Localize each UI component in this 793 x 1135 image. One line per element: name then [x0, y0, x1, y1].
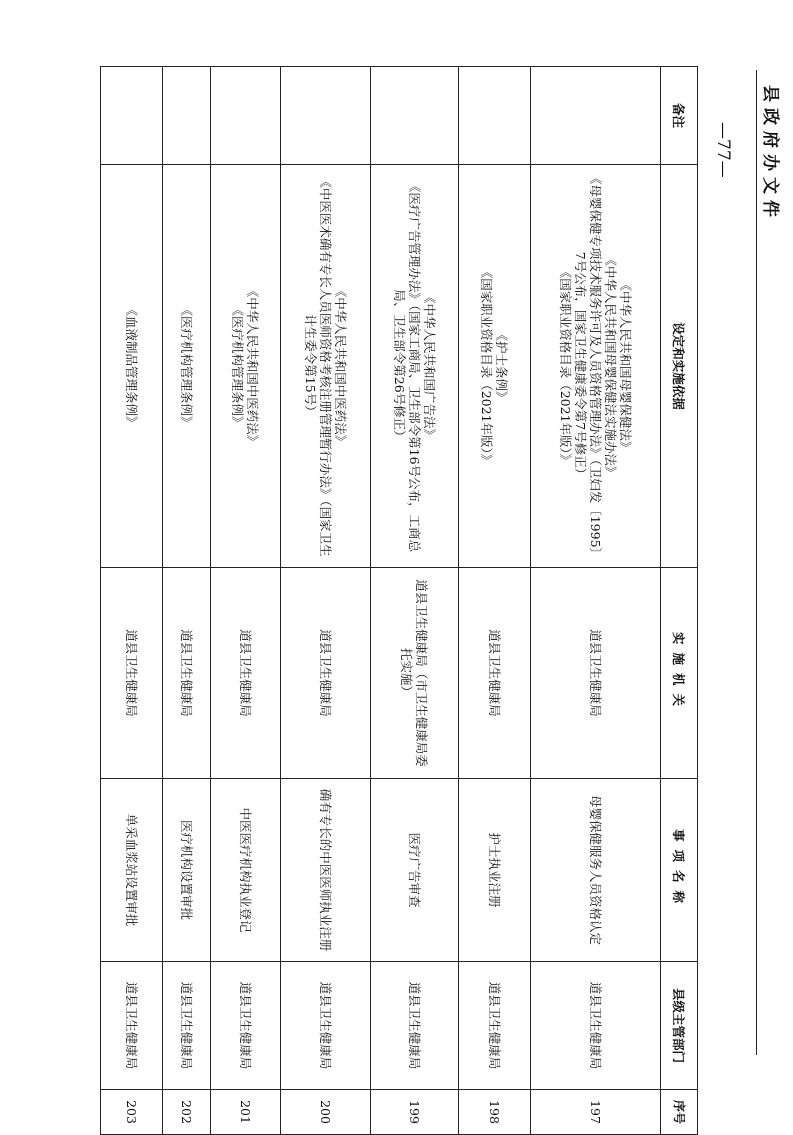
basis-line: 《中华人民共和国母婴保健法》	[618, 278, 633, 454]
basis-cell	[281, 165, 371, 568]
table-row	[101, 67, 163, 1135]
seq-cell: 201	[211, 1090, 281, 1135]
note-cell	[163, 67, 211, 165]
table-row	[531, 67, 661, 1135]
basis-cell	[531, 165, 661, 568]
dept-cell: 道县卫生健康局	[531, 962, 661, 1090]
seq-cell: 200	[281, 1090, 371, 1135]
header-org: 实施机关	[661, 568, 698, 779]
dept-cell: 道县卫生健康局	[371, 962, 459, 1090]
basis-cell	[163, 165, 211, 568]
table-row	[163, 67, 211, 1135]
note-cell	[281, 67, 371, 165]
item-cell: 中医医疗机构执业登记	[211, 779, 281, 962]
basis-cell	[459, 165, 531, 568]
table-row	[459, 67, 531, 1135]
dept-cell: 道县卫生健康局	[281, 962, 371, 1090]
basis-line: 《医疗机构管理条例》	[230, 303, 246, 429]
org-cell: 道县卫生健康局	[281, 568, 371, 779]
note-cell	[211, 67, 281, 165]
basis-cell	[371, 165, 459, 568]
header-seq: 序号	[661, 1090, 698, 1135]
seq-cell: 203	[101, 1090, 163, 1135]
seq-cell: 202	[163, 1090, 211, 1135]
basis-line: 《国家职业资格目录（2021年版）》	[558, 265, 573, 467]
dept-cell: 道县卫生健康局	[211, 962, 281, 1090]
org-cell: 道县卫生健康局	[101, 568, 163, 779]
item-cell: 医疗机构设置审批	[163, 779, 211, 962]
seq-cell: 197	[531, 1090, 661, 1135]
org-cell: 道县卫生健康局（市卫生健康局委托实施）	[371, 568, 459, 779]
basis-line: 《中华人民共和国中医药法》	[245, 284, 261, 448]
table-row	[281, 67, 371, 1135]
basis-line: 《医疗广告管理办法》（国家工商局、卫生部令第16号公布，工商总局、卫生部令第26号修正）	[392, 179, 422, 553]
org-cell: 道县卫生健康局	[211, 568, 281, 779]
header-basis: 设定和实施依据	[661, 165, 698, 568]
approval-items-table	[100, 66, 698, 1135]
table-row	[371, 67, 459, 1135]
basis-line: 《护士条例》	[494, 328, 510, 404]
basis-line: 《中医医术确有专长人员医师资格考核注册管理暂行办法》（国家卫生计生委令第15号）	[303, 175, 333, 557]
header-item: 事项名称	[661, 779, 698, 962]
basis-cell	[101, 165, 163, 568]
item-cell: 母婴保健服务人员资格认定	[531, 779, 661, 962]
note-cell	[531, 67, 661, 165]
dept-cell: 道县卫生健康局	[101, 962, 163, 1090]
basis-line: 《国家职业资格目录（2021年版）》	[479, 265, 495, 467]
dept-cell: 道县卫生健康局	[163, 962, 211, 1090]
page-number: —77—	[713, 122, 733, 178]
basis-line: 《中华人民共和国母婴保健法实施办法》	[603, 253, 618, 479]
basis-line: 《母婴保健专项技术服务许可及人员资格管理办法》（卫妇发〔1995〕7号公布，国家卫生健康委令第7号修正）	[573, 171, 603, 561]
header-divider	[756, 70, 757, 1055]
note-cell	[101, 67, 163, 165]
org-cell: 道县卫生健康局	[531, 568, 661, 779]
org-cell: 道县卫生健康局	[459, 568, 531, 779]
table-body	[101, 67, 661, 1135]
note-cell	[459, 67, 531, 165]
item-cell: 护士执业注册	[459, 779, 531, 962]
document-header-title: 县政府办文件	[760, 85, 780, 223]
table-header-row	[661, 67, 698, 1135]
item-cell: 医疗广告审查	[371, 779, 459, 962]
header-note: 备注	[661, 67, 698, 165]
basis-line: 《中华人民共和国中医药法》	[333, 284, 348, 448]
org-cell: 道县卫生健康局	[163, 568, 211, 779]
basis-line: 《医疗机构管理条例》	[179, 303, 194, 429]
seq-cell: 199	[371, 1090, 459, 1135]
dept-cell: 道县卫生健康局	[459, 962, 531, 1090]
table-row	[211, 67, 281, 1135]
seq-cell: 198	[459, 1090, 531, 1135]
header-dept: 县级主管部门	[661, 962, 698, 1090]
item-cell: 单采血浆站设置审批	[101, 779, 163, 962]
item-cell: 确有专长的中医医师执业注册	[281, 779, 371, 962]
note-cell	[371, 67, 459, 165]
basis-line: 《血液制品管理条例》	[124, 303, 139, 429]
basis-line: 《中华人民共和国广告法》	[422, 290, 437, 441]
basis-cell	[211, 165, 281, 568]
